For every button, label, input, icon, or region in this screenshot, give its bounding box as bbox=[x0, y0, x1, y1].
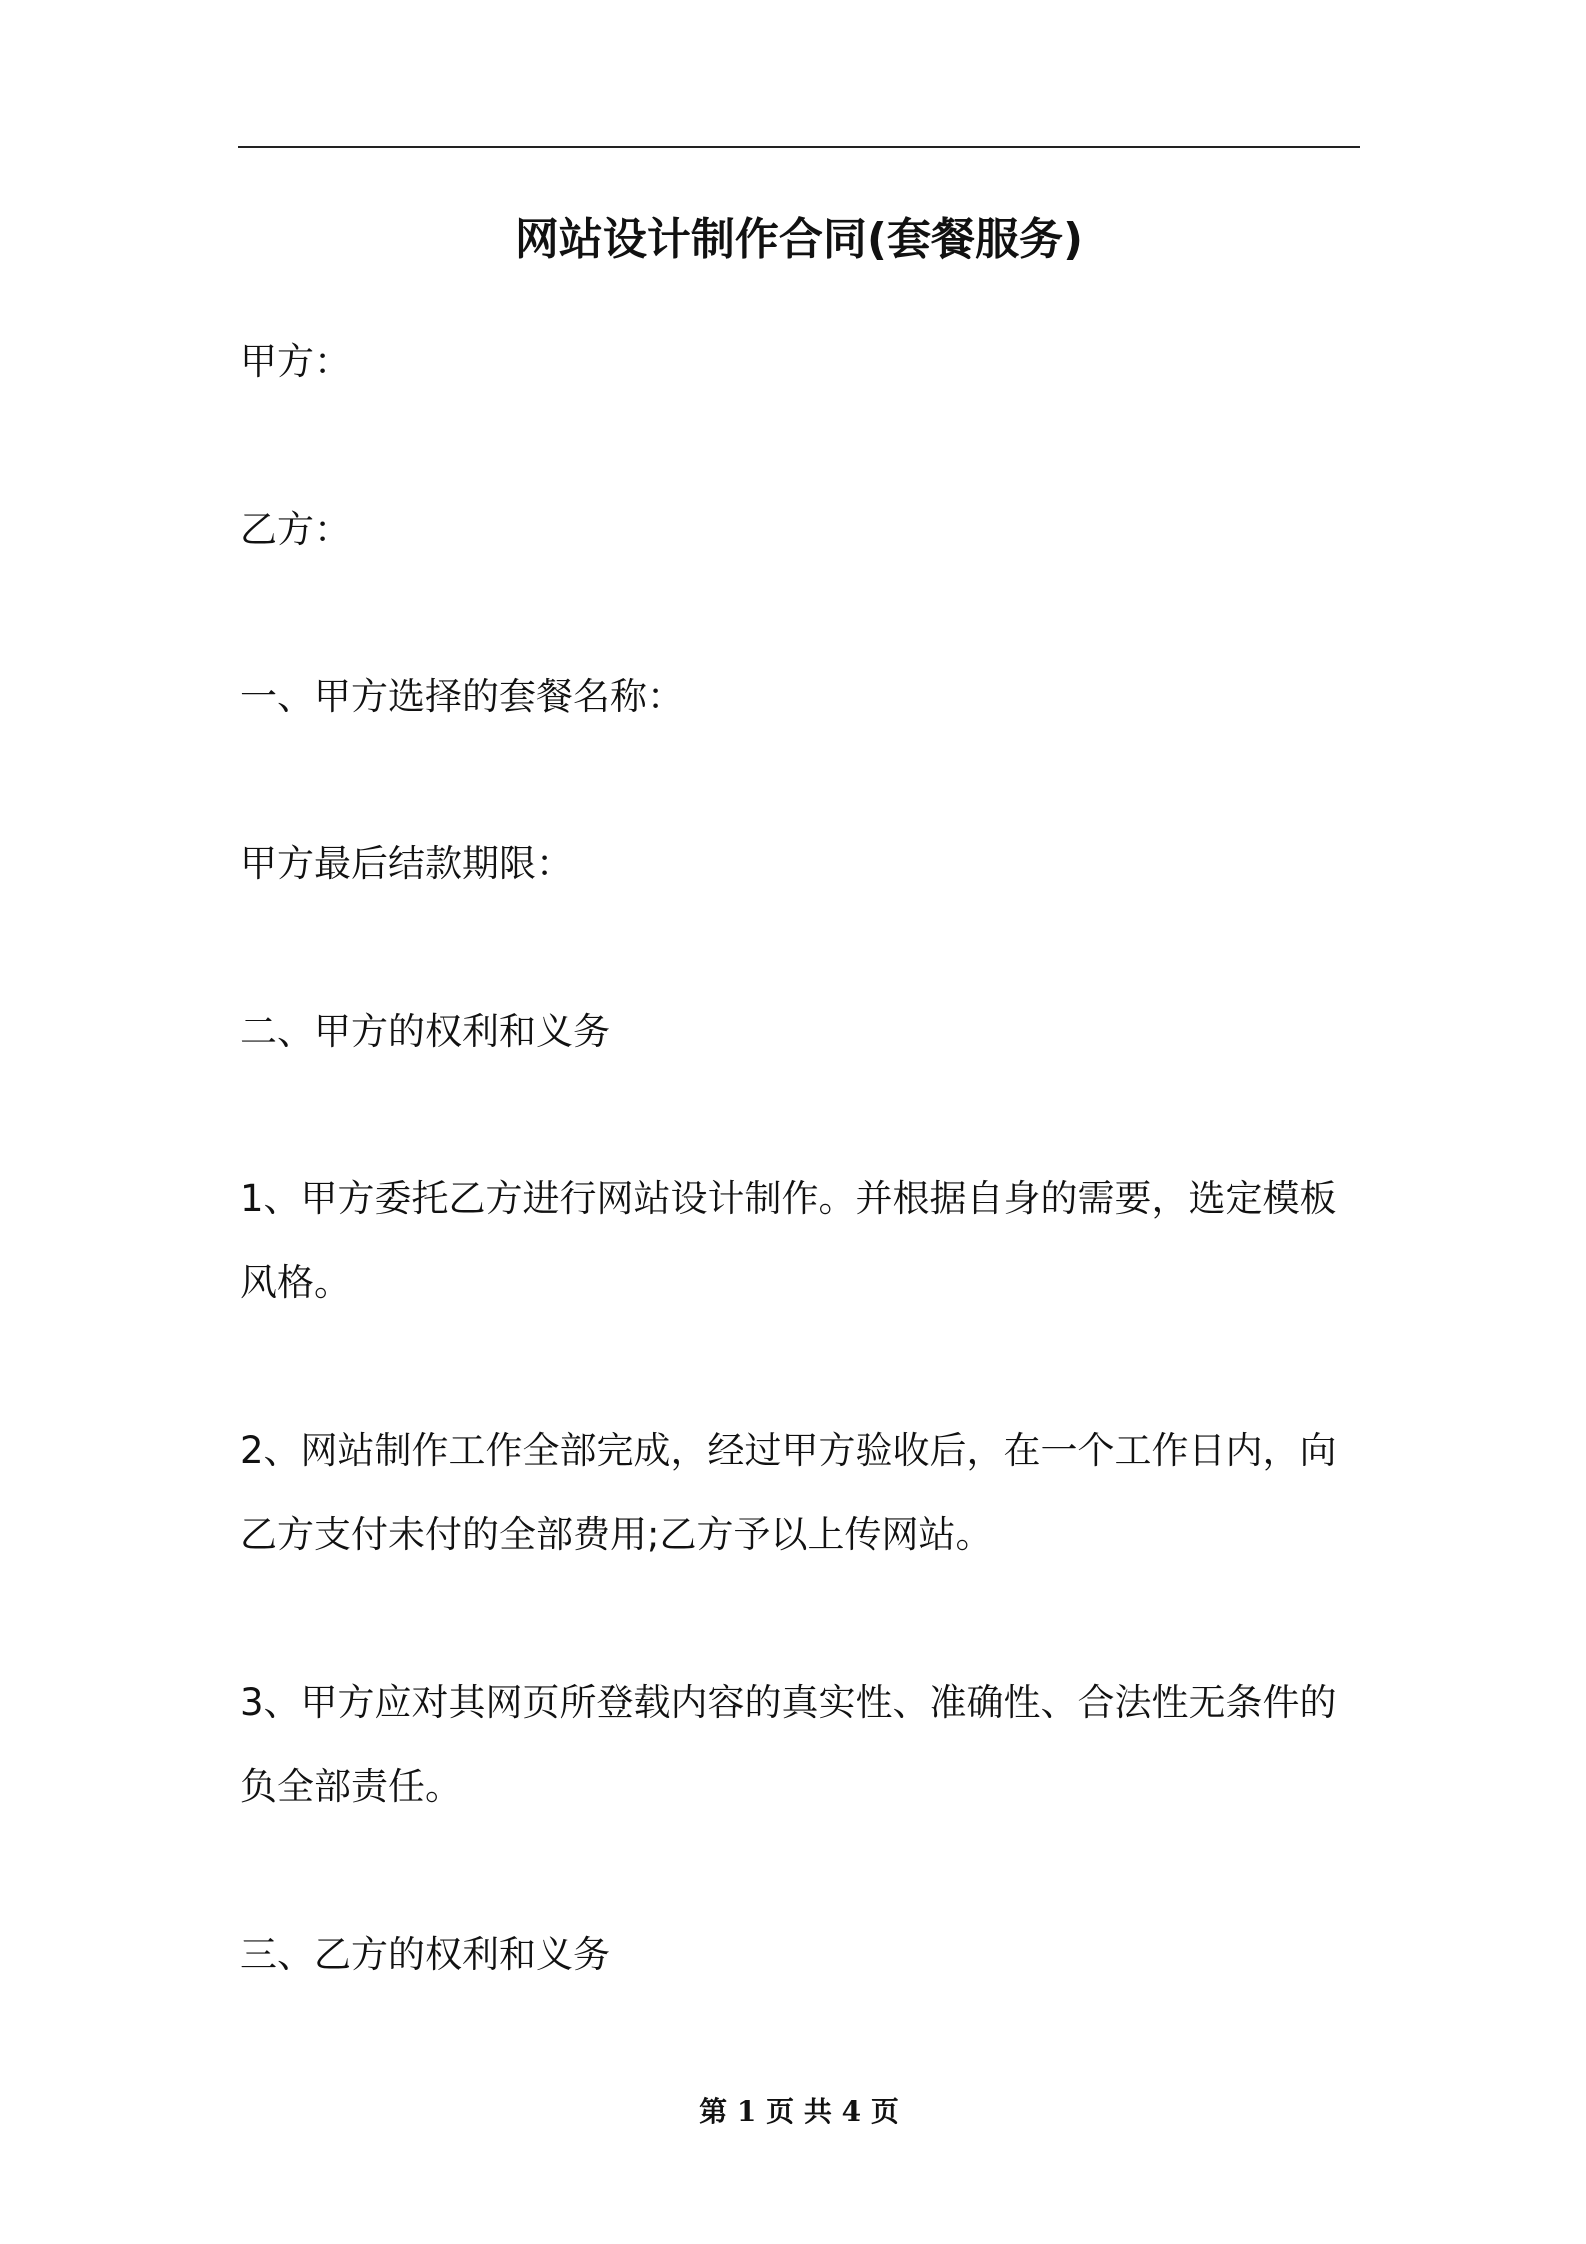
header-rule bbox=[238, 146, 1360, 148]
item-1-line-2: 风格。 bbox=[240, 1261, 351, 1304]
item-2-line-1: 2、网站制作工作全部完成，经过甲方验收后，在一个工作日内，向 bbox=[240, 1429, 1337, 1472]
footer-total-pages: 4 bbox=[841, 2095, 862, 2128]
document-title: 网站设计制作合同(套餐服务) bbox=[514, 214, 1084, 265]
payment-deadline: 甲方最后结款期限： bbox=[240, 842, 573, 885]
page-footer bbox=[238, 2090, 1360, 2134]
section-1-heading: 一、甲方选择的套餐名称： bbox=[240, 675, 684, 718]
footer-page-number: 1 bbox=[736, 2095, 757, 2128]
party-a-label: 甲方： bbox=[240, 340, 351, 383]
item-3-line-1: 3、甲方应对其网页所登载内容的真实性、准确性、合法性无条件的 bbox=[240, 1681, 1337, 1724]
party-b-label: 乙方： bbox=[240, 508, 351, 551]
item-1-line-1: 1、甲方委托乙方进行网站设计制作。并根据自身的需要，选定模板 bbox=[240, 1177, 1337, 1220]
item-3-line-2: 负全部责任。 bbox=[240, 1765, 462, 1808]
footer-prefix: 第 bbox=[699, 2095, 728, 2128]
footer-suffix: 页 bbox=[870, 2095, 899, 2128]
section-3-heading: 三、乙方的权利和义务 bbox=[240, 1933, 610, 1976]
item-2-line-2: 乙方支付未付的全部费用;乙方予以上传网站。 bbox=[240, 1513, 993, 1556]
footer-middle: 页 共 bbox=[766, 2095, 832, 2128]
section-2-heading: 二、甲方的权利和义务 bbox=[240, 1010, 610, 1053]
